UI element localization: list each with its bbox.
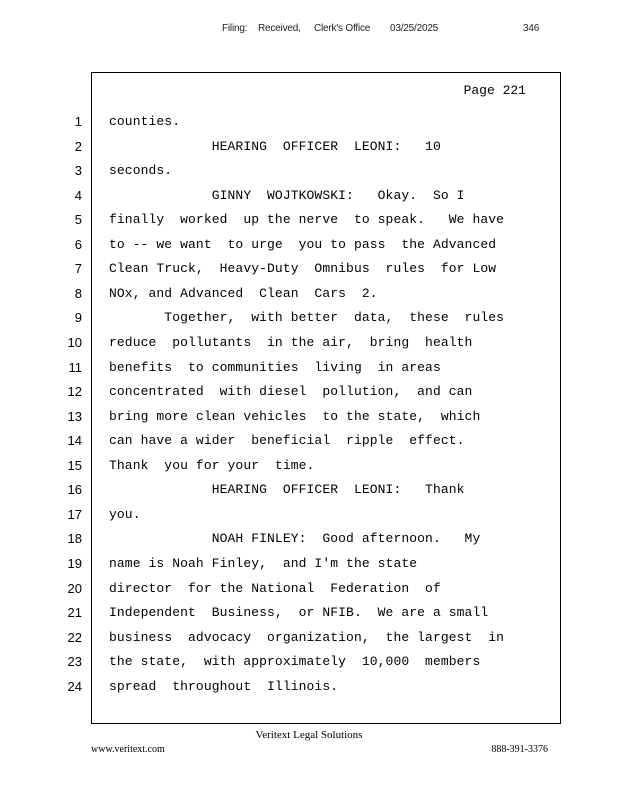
transcript-line: seconds. <box>109 163 173 179</box>
line-number: 24 <box>67 678 82 694</box>
transcript-line: finally worked up the nerve to speak. We have <box>109 212 505 228</box>
line-number: 6 <box>74 236 82 252</box>
footer-phone: 888-391-3376 <box>491 744 548 755</box>
clerks-office-label: Clerk's Office <box>314 23 371 34</box>
footer-website: www.veritext.com <box>91 744 165 755</box>
line-number: 13 <box>67 408 82 424</box>
line-number: 22 <box>67 629 82 645</box>
filing-date: 03/25/2025 <box>390 23 439 34</box>
line-number: 21 <box>67 605 82 620</box>
transcript-line: can have a wider beneficial ripple effect. <box>109 433 465 449</box>
transcript-line: name is Noah Finley, and I'm the state <box>109 555 418 571</box>
transcript-line: HEARING OFFICER LEONI: Thank <box>109 482 465 498</box>
transcript-line: NOx, and Advanced Clean Cars 2. <box>109 285 378 301</box>
transcript-line: Clean Truck, Heavy-Duty Omnibus rules for Low <box>109 261 497 277</box>
transcript-line: business advocacy organization, the largest in <box>109 629 505 645</box>
transcript-line: reduce pollutants in the air, bring health <box>109 335 473 350</box>
transcript-line: to -- we want to urge you to pass the Advanced <box>109 236 497 252</box>
line-number: 4 <box>74 187 82 203</box>
filing-header <box>0 23 618 37</box>
line-number: 3 <box>74 163 82 179</box>
line-number: 23 <box>67 654 82 670</box>
line-number: 1 <box>74 114 82 129</box>
transcript-line: Independent Business, or NFIB. We are a small <box>109 605 489 620</box>
transcript-line: GINNY WOJTKOWSKI: Okay. So I <box>109 187 465 203</box>
transcript-line: spread throughout Illinois. <box>109 678 339 694</box>
transcript-line: Together, with better data, these rules <box>109 310 505 326</box>
filing-label: Filing: <box>222 23 248 34</box>
transcript-line: director for the National Federation of <box>109 580 441 596</box>
line-number: 11 <box>68 359 82 375</box>
line-number: 10 <box>67 335 82 350</box>
line-number: 14 <box>67 433 82 449</box>
line-number: 20 <box>67 580 82 596</box>
transcript-line: concentrated with diesel pollution, and can <box>109 384 473 400</box>
transcript-line: benefits to communities living in areas <box>109 359 441 375</box>
line-number: 15 <box>67 457 82 473</box>
received-label: Received, <box>258 23 301 34</box>
transcript-line: NOAH FINLEY: Good afternoon. My <box>109 531 481 547</box>
line-number: 5 <box>74 212 82 228</box>
transcript-line: the state, with approximately 10,000 members <box>109 654 481 670</box>
line-number: 7 <box>74 261 82 277</box>
transcript-line: bring more clean vehicles to the state, which <box>109 408 481 424</box>
transcript-line: Thank you for your time. <box>109 457 315 473</box>
document-page-number: 346 <box>523 23 540 34</box>
line-number: 17 <box>67 506 82 522</box>
line-number: 18 <box>67 531 82 547</box>
transcript-page-label: Page 221 <box>463 83 526 98</box>
transcript-line: HEARING OFFICER LEONI: 10 <box>109 138 441 154</box>
line-number: 2 <box>74 138 82 154</box>
footer-company: Veritext Legal Solutions <box>255 729 363 741</box>
transcript-line: you. <box>109 506 141 522</box>
line-number: 12 <box>67 384 82 400</box>
line-number: 9 <box>74 310 82 326</box>
line-number: 16 <box>67 482 82 498</box>
line-number: 19 <box>67 555 82 571</box>
transcript-line: counties. <box>109 114 181 129</box>
line-number: 8 <box>74 285 82 301</box>
